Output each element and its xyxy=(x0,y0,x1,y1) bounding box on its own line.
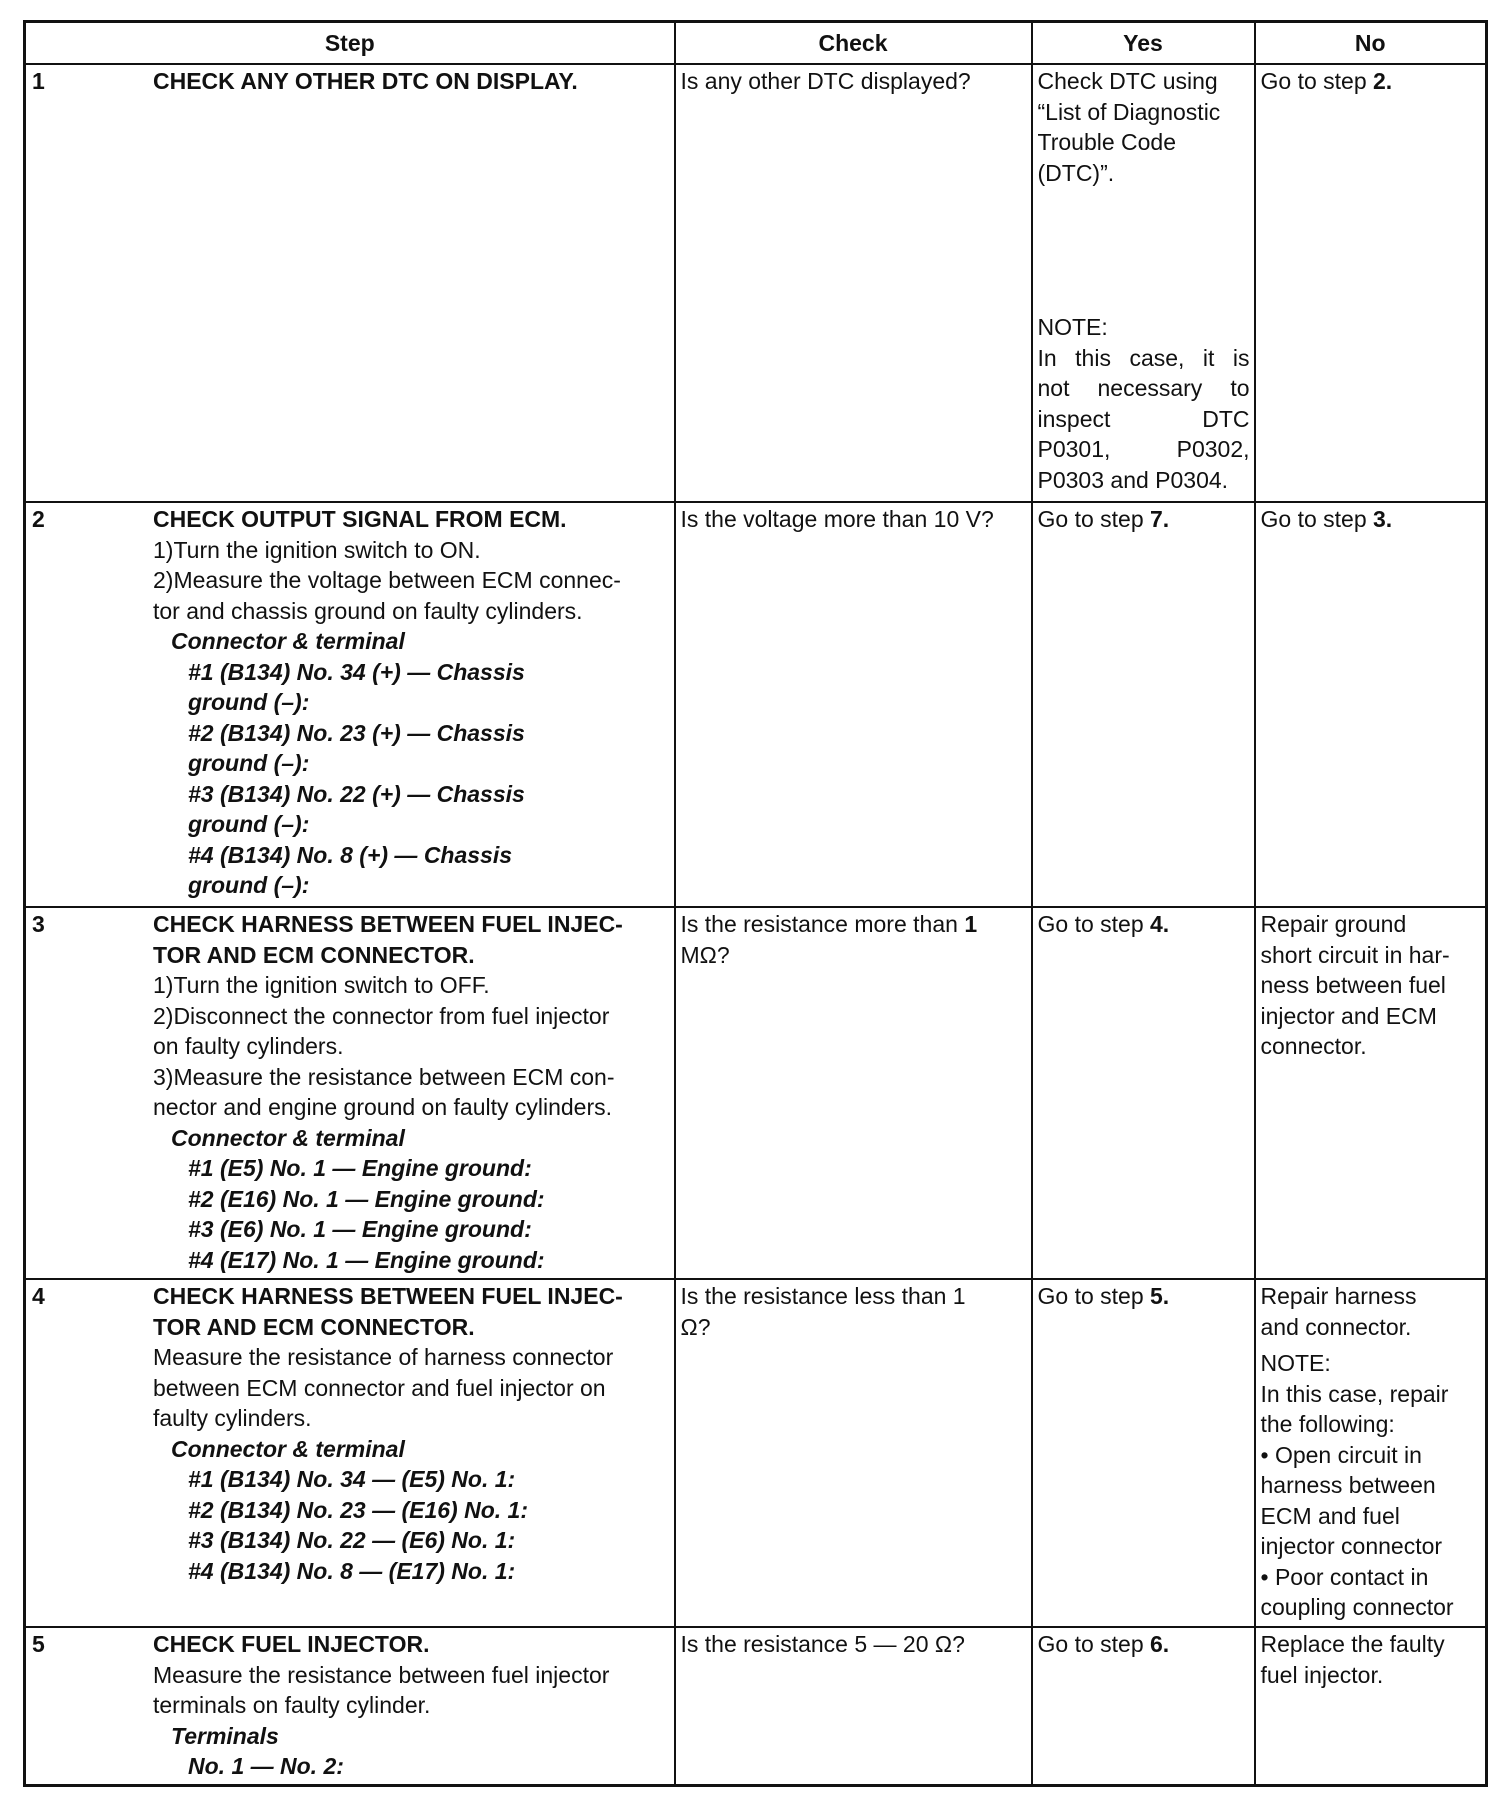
terminal-spec: #4 (E17) No. 1 — Engine ground: xyxy=(188,1246,545,1273)
terminal-spec: #4 (B134) No. 8 — (E17) No. 1: xyxy=(188,1557,516,1584)
step-title: TOR AND ECM CONNECTOR. xyxy=(153,941,475,968)
connector-terminal-label: Connector & terminal xyxy=(171,1124,405,1151)
step-number: 1 xyxy=(32,68,45,94)
step-instruction: Measure the resistance between fuel injector xyxy=(153,1661,610,1688)
step-instruction: Measure the resistance of harness connector xyxy=(153,1344,614,1370)
step-instruction: tor and chassis ground on faulty cylinders. xyxy=(153,597,583,624)
diagnostic-table xyxy=(23,20,1488,1787)
terminal-spec: No. 1 — No. 2: xyxy=(188,1753,344,1779)
step-instruction: between ECM connector and fuel injector on xyxy=(153,1374,606,1401)
yes-text: Go to step xyxy=(1037,506,1151,532)
note-line: P0301, P0302, xyxy=(1037,436,1250,462)
no-text: Go to step xyxy=(1260,68,1374,94)
no-cell xyxy=(1255,64,1487,502)
terminal-spec: #2 (E16) No. 1 — Engine ground: xyxy=(188,1185,545,1212)
table-row xyxy=(25,502,1487,907)
step-cell xyxy=(25,907,675,1279)
step-number: 5 xyxy=(32,1631,45,1657)
no-step-ref: 3. xyxy=(1373,506,1393,532)
yes-text: Go to step xyxy=(1037,911,1151,937)
terminal-spec: #1 (B134) No. 34 — (E5) No. 1: xyxy=(188,1466,516,1492)
terminals-label: Terminals xyxy=(171,1722,279,1749)
check-cell xyxy=(675,64,1032,502)
no-line: Repair ground xyxy=(1260,911,1407,937)
yes-line: Check DTC using xyxy=(1037,68,1218,94)
step-instruction: 2)Disconnect the connector from fuel injector xyxy=(153,1002,610,1029)
step-instruction: faulty cylinders. xyxy=(153,1405,312,1431)
no-line: connector. xyxy=(1260,1033,1367,1059)
step-cell xyxy=(25,1627,675,1785)
bullet-item: • Open circuit in harness between ECM and fuel injector connector xyxy=(1260,1441,1443,1559)
check-unit: Ω? xyxy=(680,1313,711,1340)
no-cell xyxy=(1255,907,1487,1279)
terminal-spec: #2 (B134) No. 23 — (E16) No. 1: xyxy=(188,1496,528,1523)
header-step: Step xyxy=(25,22,675,65)
no-cell xyxy=(1255,502,1487,907)
yes-step-ref: 4. xyxy=(1150,911,1170,937)
no-line: fuel injector. xyxy=(1260,1661,1384,1688)
check-cell xyxy=(675,1627,1032,1785)
no-line: Replace the faulty xyxy=(1260,1631,1445,1657)
check-text: Is the resistance less than 1 xyxy=(680,1283,966,1309)
yes-step-ref: 7. xyxy=(1150,506,1170,532)
header-no: No xyxy=(1255,22,1487,65)
step-number: 3 xyxy=(32,911,45,937)
yes-line: Trouble Code xyxy=(1037,129,1177,155)
table-row xyxy=(25,1279,1487,1627)
yes-cell xyxy=(1032,907,1255,1279)
step-title: CHECK OUTPUT SIGNAL FROM ECM. xyxy=(153,506,567,532)
terminal-spec: #1 (E5) No. 1 — Engine ground: xyxy=(188,1155,532,1181)
no-line: and connector. xyxy=(1260,1313,1412,1340)
step-number: 4 xyxy=(32,1283,45,1309)
connector-terminal-label: Connector & terminal xyxy=(171,1435,405,1462)
terminal-spec: #3 (B134) No. 22 — (E6) No. 1: xyxy=(188,1527,516,1553)
check-value: 1 xyxy=(964,911,978,937)
yes-cell xyxy=(1032,502,1255,907)
table-row xyxy=(25,907,1487,1279)
step-number: 2 xyxy=(32,506,45,532)
step-title: CHECK HARNESS BETWEEN FUEL INJEC- xyxy=(153,911,623,937)
note-label: NOTE: xyxy=(1037,314,1108,340)
check-text: Is any other DTC displayed? xyxy=(680,68,971,94)
step-instruction: terminals on faulty cylinder. xyxy=(153,1692,431,1718)
step-title: CHECK FUEL INJECTOR. xyxy=(153,1631,430,1657)
step-title: CHECK HARNESS BETWEEN FUEL INJEC- xyxy=(153,1283,623,1309)
table-row xyxy=(25,64,1487,502)
no-line: injector and ECM xyxy=(1260,1002,1437,1029)
note-line: In this case, it is xyxy=(1037,344,1250,371)
header-row xyxy=(25,22,1487,65)
step-title: CHECK ANY OTHER DTC ON DISPLAY. xyxy=(153,68,578,94)
no-line: short circuit in har- xyxy=(1260,941,1450,968)
no-text: Go to step xyxy=(1260,506,1374,532)
header-check: Check xyxy=(675,22,1032,65)
header-yes: Yes xyxy=(1032,22,1255,65)
check-text: Is the voltage more than 10 V? xyxy=(680,506,994,532)
no-line: Repair harness xyxy=(1260,1283,1417,1309)
no-cell xyxy=(1255,1627,1487,1785)
bullet-item: • Poor contact in coupling connector xyxy=(1260,1563,1454,1620)
step-cell xyxy=(25,64,675,502)
check-cell xyxy=(675,502,1032,907)
check-text: Is the resistance 5 — 20 Ω? xyxy=(680,1631,965,1657)
yes-cell xyxy=(1032,1279,1255,1627)
step-instruction: 1)Turn the ignition switch to ON. xyxy=(153,536,481,563)
terminal-spec: #1 (B134) No. 34 (+) — Chassis ground (–): xyxy=(188,658,525,715)
yes-text: Go to step xyxy=(1037,1283,1151,1309)
step-instruction: 3)Measure the resistance between ECM con- xyxy=(153,1063,615,1090)
no-line: ness between fuel xyxy=(1260,972,1446,998)
yes-cell xyxy=(1032,1627,1255,1785)
step-instruction: 2)Measure the voltage between ECM connec- xyxy=(153,567,621,593)
step-title: TOR AND ECM CONNECTOR. xyxy=(153,1313,475,1340)
step-cell xyxy=(25,1279,675,1627)
note-line: the following: xyxy=(1260,1411,1395,1437)
note-line: P0303 and P0304. xyxy=(1037,466,1229,493)
check-cell xyxy=(675,907,1032,1279)
step-instruction: nector and engine ground on faulty cylinders. xyxy=(153,1094,613,1120)
note-line: inspect DTC xyxy=(1037,405,1250,432)
step-cell xyxy=(25,502,675,907)
yes-step-ref: 6. xyxy=(1150,1631,1170,1657)
check-cell xyxy=(675,1279,1032,1627)
step-instruction: 1)Turn the ignition switch to OFF. xyxy=(153,972,490,998)
note-line: In this case, repair xyxy=(1260,1380,1449,1407)
yes-line: “List of Diagnostic xyxy=(1037,98,1221,125)
note-label: NOTE: xyxy=(1260,1350,1331,1376)
yes-cell xyxy=(1032,64,1255,502)
note-line: not necessary to xyxy=(1037,375,1250,401)
no-step-ref: 2. xyxy=(1373,68,1393,94)
check-unit: MΩ? xyxy=(680,941,730,968)
yes-line: (DTC)”. xyxy=(1037,159,1115,186)
terminal-spec: #2 (B134) No. 23 (+) — Chassis ground (–): xyxy=(188,719,525,776)
yes-step-ref: 5. xyxy=(1150,1283,1170,1309)
terminal-spec: #3 (E6) No. 1 — Engine ground: xyxy=(188,1216,532,1242)
connector-terminal-label: Connector & terminal xyxy=(171,628,405,654)
table-row xyxy=(25,1627,1487,1785)
terminal-spec: #4 (B134) No. 8 (+) — Chassis ground (–): xyxy=(188,841,513,898)
no-cell xyxy=(1255,1279,1487,1627)
step-instruction: on faulty cylinders. xyxy=(153,1033,344,1059)
terminal-spec: #3 (B134) No. 22 (+) — Chassis ground (–): xyxy=(188,780,525,837)
yes-text: Go to step xyxy=(1037,1631,1151,1657)
check-text: Is the resistance more than xyxy=(680,911,965,937)
